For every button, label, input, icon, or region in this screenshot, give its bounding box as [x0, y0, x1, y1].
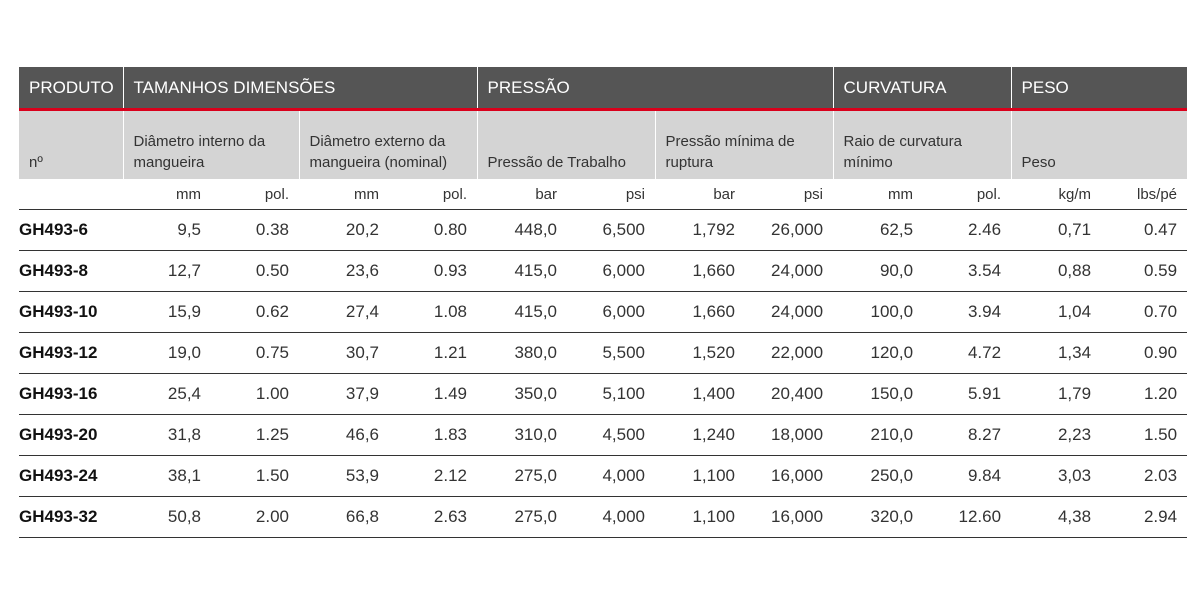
value-cell: 0.90	[1101, 333, 1187, 374]
value-cell: 0.80	[389, 210, 477, 251]
value-cell: 24,000	[745, 251, 833, 292]
value-cell: 3.94	[923, 292, 1011, 333]
unit-cell: mm	[123, 179, 211, 210]
subheader-pressao-trabalho: Pressão de Trabalho	[477, 110, 655, 180]
value-cell: 6,500	[567, 210, 655, 251]
value-cell: 16,000	[745, 497, 833, 538]
value-cell: 100,0	[833, 292, 923, 333]
product-code-cell: GH493-32	[19, 497, 123, 538]
value-cell: 0.93	[389, 251, 477, 292]
value-cell: 0,71	[1011, 210, 1101, 251]
value-cell: 23,6	[299, 251, 389, 292]
value-cell: 150,0	[833, 374, 923, 415]
value-cell: 1,240	[655, 415, 745, 456]
unit-cell: bar	[655, 179, 745, 210]
subheader-raio-curvatura: Raio de curvatura mínimo	[833, 110, 1011, 180]
product-code-cell: GH493-12	[19, 333, 123, 374]
value-cell: 0.59	[1101, 251, 1187, 292]
subheader-row	[19, 110, 1187, 180]
value-cell: 1.25	[211, 415, 299, 456]
units-cell-empty	[19, 179, 123, 210]
value-cell: 448,0	[477, 210, 567, 251]
table-row	[19, 374, 1187, 415]
value-cell: 5,100	[567, 374, 655, 415]
group-header-tamanhos: TAMANHOS DIMENSÕES	[123, 67, 477, 110]
value-cell: 1.50	[1101, 415, 1187, 456]
value-cell: 46,6	[299, 415, 389, 456]
product-code-cell: GH493-8	[19, 251, 123, 292]
value-cell: 0.50	[211, 251, 299, 292]
value-cell: 20,400	[745, 374, 833, 415]
value-cell: 18,000	[745, 415, 833, 456]
value-cell: 9,5	[123, 210, 211, 251]
unit-cell: psi	[745, 179, 833, 210]
subheader-no: nº	[19, 110, 123, 180]
product-code-cell: GH493-24	[19, 456, 123, 497]
value-cell: 3.54	[923, 251, 1011, 292]
value-cell: 20,2	[299, 210, 389, 251]
value-cell: 38,1	[123, 456, 211, 497]
product-code-cell: GH493-6	[19, 210, 123, 251]
value-cell: 0.75	[211, 333, 299, 374]
value-cell: 2,23	[1011, 415, 1101, 456]
value-cell: 1,660	[655, 251, 745, 292]
value-cell: 25,4	[123, 374, 211, 415]
value-cell: 0,88	[1011, 251, 1101, 292]
value-cell: 1.83	[389, 415, 477, 456]
value-cell: 1.50	[211, 456, 299, 497]
value-cell: 1,34	[1011, 333, 1101, 374]
value-cell: 2.63	[389, 497, 477, 538]
value-cell: 1.20	[1101, 374, 1187, 415]
value-cell: 1,520	[655, 333, 745, 374]
unit-cell: mm	[833, 179, 923, 210]
value-cell: 9.84	[923, 456, 1011, 497]
value-cell: 4,500	[567, 415, 655, 456]
value-cell: 0.38	[211, 210, 299, 251]
value-cell: 120,0	[833, 333, 923, 374]
value-cell: 6,000	[567, 251, 655, 292]
value-cell: 53,9	[299, 456, 389, 497]
value-cell: 275,0	[477, 456, 567, 497]
value-cell: 6,000	[567, 292, 655, 333]
value-cell: 1,100	[655, 497, 745, 538]
value-cell: 31,8	[123, 415, 211, 456]
value-cell: 8.27	[923, 415, 1011, 456]
group-header-row	[19, 67, 1187, 110]
value-cell: 0.47	[1101, 210, 1187, 251]
value-cell: 1,400	[655, 374, 745, 415]
value-cell: 1,100	[655, 456, 745, 497]
value-cell: 415,0	[477, 292, 567, 333]
value-cell: 1,04	[1011, 292, 1101, 333]
value-cell: 16,000	[745, 456, 833, 497]
product-code-cell: GH493-16	[19, 374, 123, 415]
value-cell: 30,7	[299, 333, 389, 374]
value-cell: 2.94	[1101, 497, 1187, 538]
value-cell: 320,0	[833, 497, 923, 538]
unit-cell: kg/m	[1011, 179, 1101, 210]
value-cell: 0.62	[211, 292, 299, 333]
value-cell: 380,0	[477, 333, 567, 374]
value-cell: 50,8	[123, 497, 211, 538]
group-header-peso: PESO	[1011, 67, 1187, 110]
unit-cell: bar	[477, 179, 567, 210]
value-cell: 4.72	[923, 333, 1011, 374]
value-cell: 2.00	[211, 497, 299, 538]
group-header-pressao: PRESSÃO	[477, 67, 833, 110]
value-cell: 1.49	[389, 374, 477, 415]
value-cell: 12,7	[123, 251, 211, 292]
unit-cell: lbs/pé	[1101, 179, 1187, 210]
unit-cell: mm	[299, 179, 389, 210]
table-row	[19, 456, 1187, 497]
subheader-diametro-interno: Diâmetro interno da mangueira	[123, 110, 299, 180]
units-row	[19, 179, 1187, 210]
value-cell: 1.00	[211, 374, 299, 415]
value-cell: 24,000	[745, 292, 833, 333]
value-cell: 415,0	[477, 251, 567, 292]
product-code-cell: GH493-20	[19, 415, 123, 456]
value-cell: 0.70	[1101, 292, 1187, 333]
table-row	[19, 415, 1187, 456]
value-cell: 37,9	[299, 374, 389, 415]
product-spec-table	[19, 67, 1187, 538]
unit-cell: pol.	[923, 179, 1011, 210]
value-cell: 2.03	[1101, 456, 1187, 497]
value-cell: 210,0	[833, 415, 923, 456]
table-row	[19, 251, 1187, 292]
value-cell: 310,0	[477, 415, 567, 456]
subheader-diametro-externo: Diâmetro externo da mangueira (nominal)	[299, 110, 477, 180]
subheader-pressao-ruptura: Pressão mínima de ruptura	[655, 110, 833, 180]
value-cell: 12.60	[923, 497, 1011, 538]
value-cell: 1.08	[389, 292, 477, 333]
unit-cell: psi	[567, 179, 655, 210]
value-cell: 4,000	[567, 497, 655, 538]
value-cell: 2.46	[923, 210, 1011, 251]
value-cell: 27,4	[299, 292, 389, 333]
group-header-produto: PRODUTO	[19, 67, 123, 110]
product-code-cell: GH493-10	[19, 292, 123, 333]
value-cell: 26,000	[745, 210, 833, 251]
subheader-peso: Peso	[1011, 110, 1187, 180]
value-cell: 1.21	[389, 333, 477, 374]
value-cell: 5,500	[567, 333, 655, 374]
group-header-curvatura: CURVATURA	[833, 67, 1011, 110]
value-cell: 250,0	[833, 456, 923, 497]
unit-cell: pol.	[211, 179, 299, 210]
value-cell: 19,0	[123, 333, 211, 374]
value-cell: 5.91	[923, 374, 1011, 415]
value-cell: 1,792	[655, 210, 745, 251]
table-row	[19, 333, 1187, 374]
value-cell: 4,38	[1011, 497, 1101, 538]
table-row	[19, 210, 1187, 251]
value-cell: 15,9	[123, 292, 211, 333]
value-cell: 4,000	[567, 456, 655, 497]
value-cell: 350,0	[477, 374, 567, 415]
value-cell: 275,0	[477, 497, 567, 538]
unit-cell: pol.	[389, 179, 477, 210]
value-cell: 1,79	[1011, 374, 1101, 415]
value-cell: 62,5	[833, 210, 923, 251]
value-cell: 90,0	[833, 251, 923, 292]
value-cell: 3,03	[1011, 456, 1101, 497]
value-cell: 66,8	[299, 497, 389, 538]
value-cell: 22,000	[745, 333, 833, 374]
value-cell: 1,660	[655, 292, 745, 333]
value-cell: 2.12	[389, 456, 477, 497]
table-row	[19, 497, 1187, 538]
table-row	[19, 292, 1187, 333]
